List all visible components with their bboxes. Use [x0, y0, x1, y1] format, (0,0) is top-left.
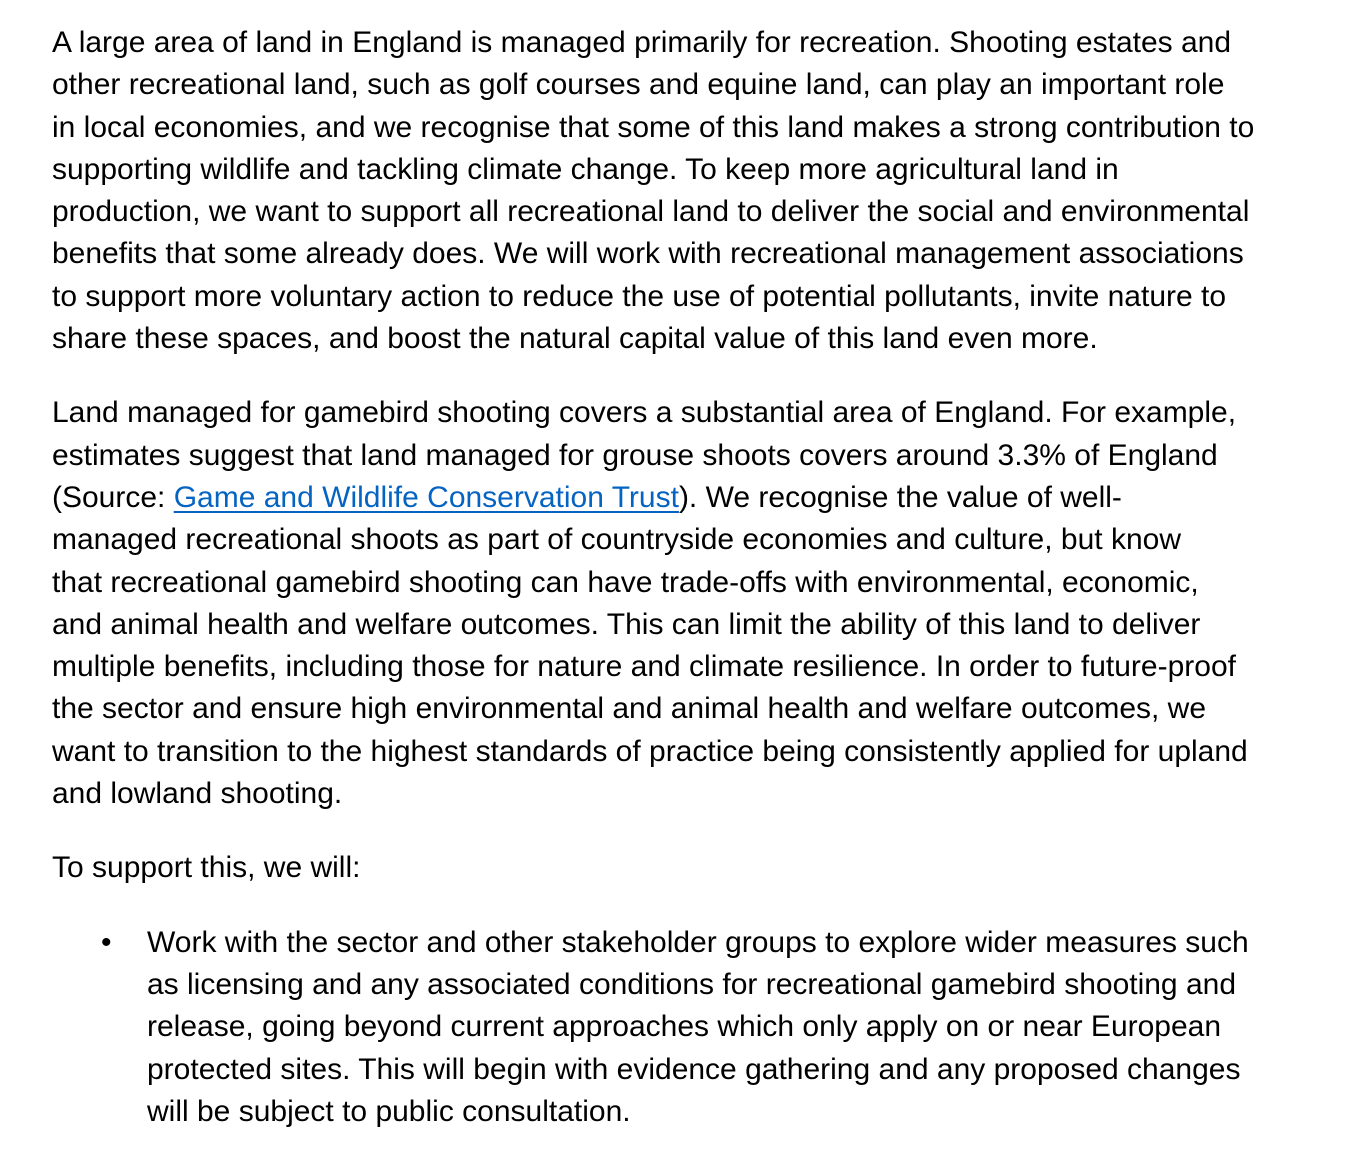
text-line: want to transition to the highest standards of practice being consistently applied for upland — [52, 734, 1248, 768]
document-body — [52, 22, 1352, 1133]
text-line: in local economies, and we recognise that some of this land makes a strong contribution to — [52, 110, 1255, 144]
text-line: estimates suggest that land managed for grouse shoots covers around 3.3% of England — [52, 438, 1218, 472]
text-line: and lowland shooting. — [52, 777, 343, 811]
paragraph-recreational-land — [52, 22, 1352, 360]
text-line: as licensing and any associated conditions for recreational gamebird shooting and — [147, 967, 1237, 1001]
text-line: managed recreational shoots as part of countryside economies and culture, but know — [52, 523, 1181, 557]
text-line: will be subject to public consultation. — [147, 1094, 631, 1128]
text-line: the sector and ensure high environmental and animal health and welfare outcomes, we — [52, 692, 1207, 726]
text-line: Land managed for gamebird shooting covers a substantial area of England. For example, — [52, 396, 1237, 430]
paragraph-intro-list — [52, 847, 1352, 889]
text-line: production, we want to support all recreational land to deliver the social and environmental — [52, 195, 1250, 229]
commitments-list — [52, 922, 1352, 1133]
text-line: release, going beyond current approaches which only apply on or near European — [147, 1010, 1222, 1044]
list-item — [52, 922, 1352, 1133]
gwct-source-link[interactable]: Game and Wildlife Conservation Trust — [173, 480, 679, 514]
text-line: A large area of land in England is managed primarily for recreation. Shooting estates and — [52, 26, 1232, 59]
text-line: benefits that some already does. We will work with recreational management associations — [52, 237, 1244, 271]
text-line-with-link — [52, 477, 1352, 519]
source-prefix: (Source: — [52, 480, 174, 514]
text-line: supporting wildlife and tackling climate change. To keep more agricultural land in — [52, 152, 1119, 186]
paragraph-gamebird-shooting — [52, 392, 1352, 815]
text-line: Work with the sector and other stakeholder groups to explore wider measures such — [147, 925, 1249, 959]
bullet-icon: • — [101, 925, 112, 959]
text-line: and animal health and welfare outcomes. This can limit the ability of this land to deliver — [52, 607, 1201, 641]
text-line: other recreational land, such as golf courses and equine land, can play an important role — [52, 68, 1225, 102]
text-line: share these spaces, and boost the natural capital value of this land even more. — [52, 322, 1098, 356]
source-suffix: ). We recognise the value of well- — [678, 480, 1122, 514]
text-line: To support this, we will: — [52, 851, 361, 885]
text-line: protected sites. This will begin with evidence gathering and any proposed changes — [147, 1052, 1241, 1086]
text-line: multiple benefits, including those for nature and climate resilience. In order to future-proof — [52, 650, 1236, 684]
text-line: to support more voluntary action to reduce the use of potential pollutants, invite nature to — [52, 279, 1227, 313]
text-line: that recreational gamebird shooting can have trade-offs with environmental, economic, — [52, 565, 1199, 599]
